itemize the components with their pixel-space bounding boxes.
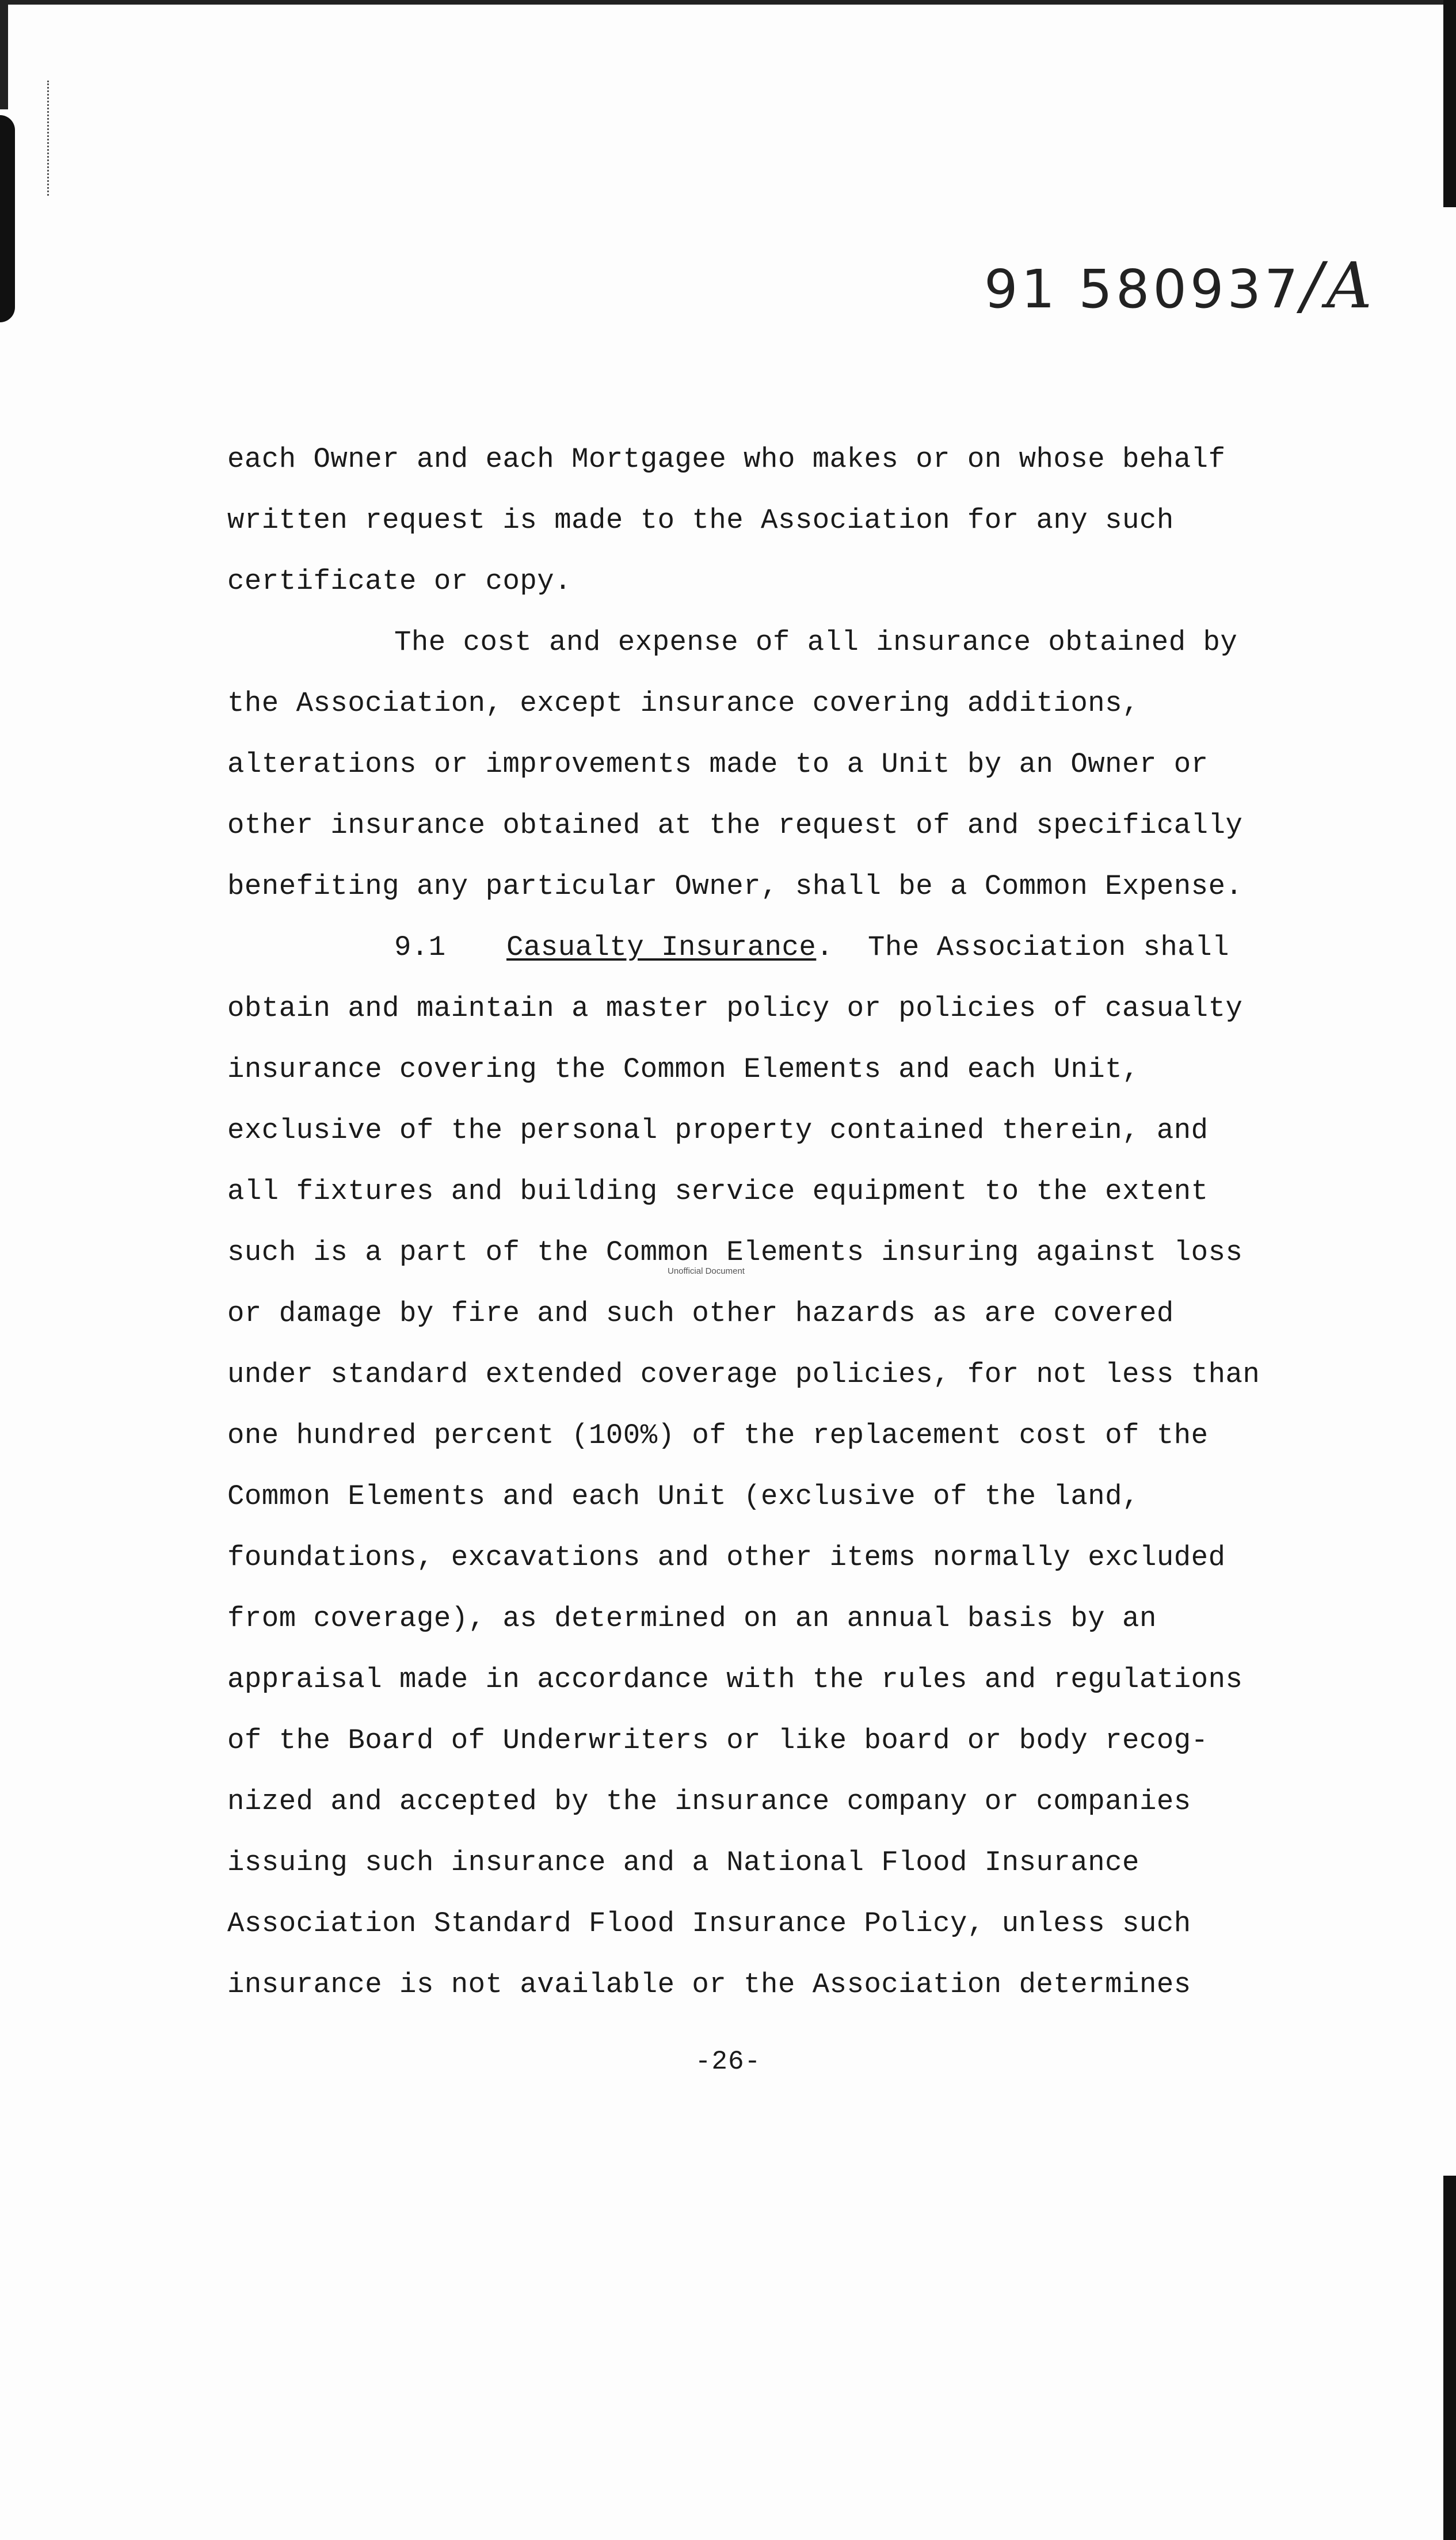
text-line: The cost and expense of all insurance obtained by — [394, 626, 1238, 658]
text-line: one hundred percent (100%) of the replacement cost of the — [227, 1419, 1209, 1452]
scan-top-edge — [0, 0, 1456, 5]
scan-right-edge-top — [1443, 0, 1456, 207]
text-line: under standard extended coverage policies, for not less than — [227, 1358, 1260, 1391]
text-line: insurance is not available or the Association determines — [227, 1968, 1191, 2001]
text-line: foundations, excavations and other items normally excluded — [227, 1541, 1226, 1574]
section-heading: Casualty Insurance — [506, 931, 817, 964]
watermark: Unofficial Document — [668, 1266, 745, 1276]
section-heading-line — [227, 917, 1240, 978]
scan-right-edge-bottom — [1443, 2176, 1456, 2540]
body-text — [227, 429, 1260, 2015]
corner-mark — [47, 81, 78, 196]
document-number-suffix: /A — [1301, 249, 1376, 322]
text-line: certificate or copy. — [227, 565, 572, 597]
scan-left-edge — [0, 115, 15, 322]
text-line: nized and accepted by the insurance company or companies — [227, 1785, 1191, 1818]
text-line: Common Elements and each Unit (exclusive of the land, — [227, 1480, 1139, 1513]
text-line: alterations or improvements made to a Unit by an Owner or — [227, 748, 1209, 780]
document-number-main: 91 580937 — [984, 258, 1302, 320]
text-line: insurance covering the Common Elements and each Unit, — [227, 1053, 1139, 1086]
text-line: all fixtures and building service equipment to the extent — [227, 1175, 1209, 1208]
text-line: each Owner and each Mortgagee who makes or on whose behalf — [227, 443, 1226, 475]
text-line: appraisal made in accordance with the rules and regulations — [227, 1663, 1243, 1696]
text-line: exclusive of the personal property contained therein, and — [227, 1114, 1209, 1147]
text-line: such is a part of the Common Elements insuring against loss — [227, 1236, 1243, 1269]
section-heading-rest: . The Association shall — [816, 931, 1230, 964]
text-line: or damage by fire and such other hazards as are covered — [227, 1297, 1174, 1330]
text-line: written request is made to the Association for any such — [227, 504, 1174, 536]
document-number — [984, 249, 1375, 322]
text-line: benefiting any particular Owner, shall be a Common Expense. — [227, 870, 1243, 902]
section-number: 9.1 — [394, 931, 446, 964]
text-line: obtain and maintain a master policy or policies of casualty — [227, 992, 1243, 1025]
scan-left-edge-top — [0, 0, 8, 109]
text-line: of the Board of Underwriters or like board or body recog- — [227, 1724, 1209, 1757]
text-line: issuing such insurance and a National Flood Insurance — [227, 1846, 1139, 1879]
text-line: from coverage), as determined on an annual basis by an — [227, 1602, 1157, 1635]
text-line: the Association, except insurance covering additions, — [227, 687, 1139, 719]
page-number: -26- — [695, 2047, 761, 2077]
text-line: Association Standard Flood Insurance Policy, unless such — [227, 1907, 1191, 1940]
text-line: other insurance obtained at the request of and specifically — [227, 809, 1243, 841]
